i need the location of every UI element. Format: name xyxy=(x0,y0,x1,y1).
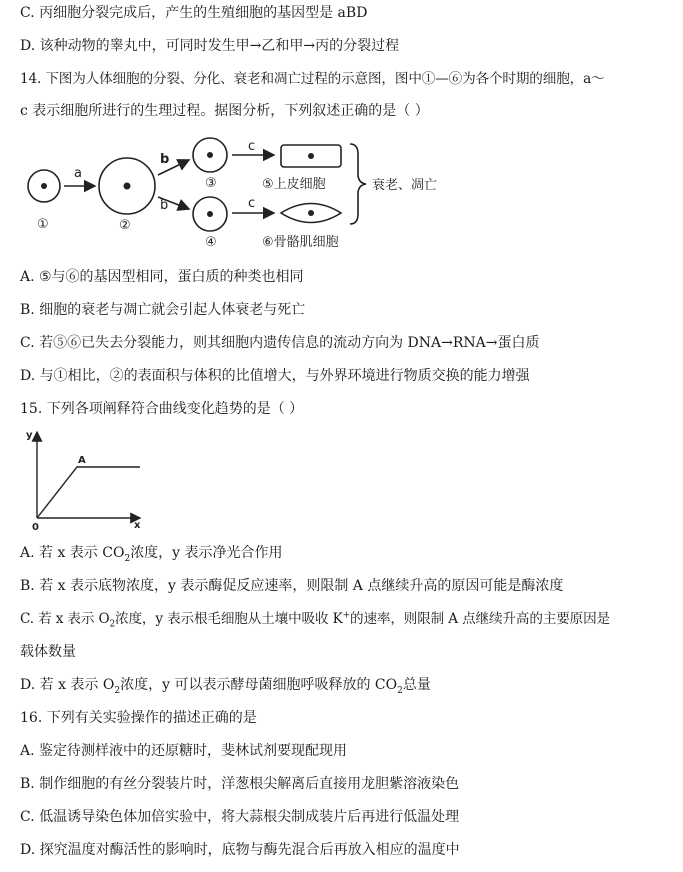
cell-6-label: ⑥骨骼肌细胞 xyxy=(262,235,339,250)
q16-stem: 16. 下列有关实验操作的描述正确的是 xyxy=(20,710,257,726)
graph-point-a: A xyxy=(78,455,86,466)
q14-option-c: C. 若⑤⑥已失去分裂能力，则其细胞内遗传信息的流动方向为 DNA→RNA→蛋白质 xyxy=(20,335,540,351)
graph-x-label: x xyxy=(134,520,141,531)
q15-option-b: B. 若 x 表示底物浓度，y 表示酶促反应速率，则限制 A 点继续升高的原因可能是酶浓度 xyxy=(20,578,564,594)
arrow-c-bottom-label: c xyxy=(248,196,256,211)
q13-option-d: D. 该种动物的睾丸中，可同时发生甲→乙和甲→丙的分裂过程 xyxy=(20,38,400,54)
q14-stem-line1: 14. 下图为人体细胞的分裂、分化、衰老和凋亡过程的示意图，图中①—⑥为各个时期的细胞，a～ xyxy=(20,71,605,87)
q14-option-d: D. 与①相比，②的表面积与体积的比值增大，与外界环境进行物质交换的能力增强 xyxy=(20,368,530,384)
q16-option-d: D. 探究温度对酶活性的影响时，底物与酶先混合后再放入相应的温度中 xyxy=(20,842,460,858)
q15-stem: 15. 下列各项阐释符合曲线变化趋势的是（ ） xyxy=(20,401,304,417)
cell-4-label: ④ xyxy=(205,235,217,250)
arrow-c-top-label: c xyxy=(248,139,256,154)
arrow-b-bottom-label: b xyxy=(160,198,169,213)
q14-option-b: B. 细胞的衰老与凋亡就会引起人体衰老与死亡 xyxy=(20,302,306,318)
q15-graph xyxy=(37,432,140,518)
cell-5-label: ⑤上皮细胞 xyxy=(262,177,326,192)
q15-option-c: C. 若 x 表示 $O_2$浓度，y 表示根毛细胞从土壤中吸收 K+的速率，则限制 A 点继续升高的主要原因是 xyxy=(20,610,610,630)
q16-option-a: A. 鉴定待测样液中的还原糖时，斐林试剂要现配现用 xyxy=(20,743,348,759)
curve xyxy=(37,467,140,518)
cell-2-label: ② xyxy=(119,218,131,233)
fate-brace xyxy=(350,144,366,224)
arrow-a-label: a xyxy=(74,166,82,181)
fate-label: 衰老、凋亡 xyxy=(372,178,438,193)
graph-y-label: y xyxy=(26,430,33,441)
q13-option-c: C. 丙细胞分裂完成后，产生的生殖细胞的基因型是 aBD xyxy=(20,5,368,21)
q14-option-a: A. ⑤与⑥的基因型相同，蛋白质的种类也相同 xyxy=(20,269,304,285)
cell-3-label: ③ xyxy=(205,176,217,191)
q15-option-d: D. 若 x 表示 $O_2$浓度，y 可以表示酵母菌细胞呼吸释放的 $CO_2$总量 xyxy=(20,677,431,696)
q14-stem-line2: c 表示细胞所进行的生理过程。据图分析，下列叙述正确的是（ ） xyxy=(20,103,429,119)
q15-option-c-cont: 载体数量 xyxy=(20,644,76,660)
cell-1-label: ① xyxy=(37,217,49,232)
q15-option-a: A. 若 x 表示 $CO_2$浓度，y 表示净光合作用 xyxy=(20,545,283,564)
graph-origin: 0 xyxy=(32,522,39,533)
arrow-b-top-label: b xyxy=(160,152,170,167)
q16-option-c: C. 低温诱导染色体加倍实验中，将大蒜根尖制成装片后再进行低温处理 xyxy=(20,809,460,825)
q16-option-b: B. 制作细胞的有丝分裂装片时，洋葱根尖解离后直接用龙胆紫溶液染色 xyxy=(20,776,460,792)
